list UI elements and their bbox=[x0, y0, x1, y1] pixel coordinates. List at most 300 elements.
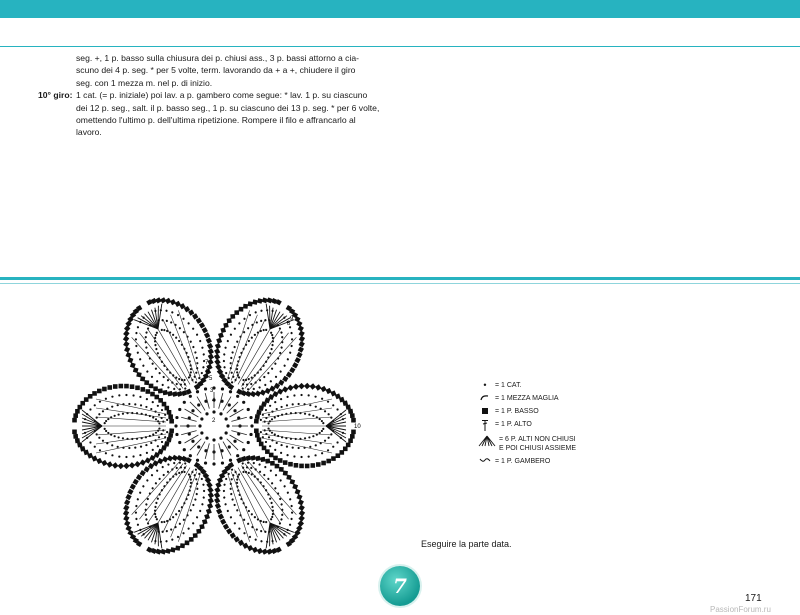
single-crochet-mark bbox=[298, 515, 304, 521]
single-crochet-mark bbox=[265, 459, 270, 464]
single-crochet-mark bbox=[119, 384, 124, 389]
chain-dot bbox=[324, 410, 326, 412]
chain-dot bbox=[332, 446, 334, 448]
chain-dot bbox=[291, 511, 294, 514]
single-crochet-mark bbox=[260, 389, 266, 395]
top-color-band bbox=[0, 0, 800, 18]
stitch-line bbox=[262, 438, 332, 453]
chain-dot bbox=[135, 344, 138, 347]
chain-dot bbox=[167, 463, 170, 466]
chain-dot bbox=[249, 433, 252, 436]
chain-dot bbox=[196, 459, 199, 462]
chain-dot bbox=[94, 446, 96, 448]
single-crochet-mark bbox=[102, 387, 107, 392]
chain-dot bbox=[154, 505, 157, 508]
chain-dot bbox=[230, 478, 233, 481]
single-crochet-mark bbox=[273, 456, 278, 461]
chain-dot bbox=[161, 383, 164, 386]
single-crochet-mark bbox=[214, 359, 220, 365]
chain-dot bbox=[172, 333, 175, 336]
round-label: 10° giro: bbox=[38, 90, 73, 101]
text-line: omettendo l'ultimo p. dell'ultima ripetizione. Rompere il filo e affrancarlo al bbox=[76, 115, 356, 126]
chain-dot bbox=[146, 479, 149, 482]
chain-dot bbox=[242, 448, 245, 451]
chain-dot bbox=[212, 410, 215, 413]
chain-dot bbox=[195, 356, 198, 359]
chain-dot bbox=[151, 474, 154, 477]
chain-dot bbox=[107, 432, 109, 434]
chain-dot bbox=[321, 420, 323, 422]
single-crochet-mark bbox=[196, 318, 202, 324]
round-number: 6 bbox=[206, 368, 210, 374]
chain-dot bbox=[145, 518, 148, 521]
single-crochet-mark bbox=[123, 330, 129, 336]
single-crochet-mark bbox=[245, 391, 251, 397]
legend-row bbox=[478, 420, 576, 431]
section-divider bbox=[0, 277, 800, 280]
chain-dot bbox=[292, 447, 294, 449]
chain-dot bbox=[247, 441, 250, 444]
legend-text: = 1 P. GAMBERO bbox=[495, 458, 551, 465]
section-divider-thin bbox=[0, 283, 800, 284]
chain-dot bbox=[221, 387, 224, 390]
chain-dot bbox=[145, 406, 147, 408]
chain-dot bbox=[146, 398, 148, 400]
chain-dot bbox=[268, 414, 270, 416]
chain-dot bbox=[254, 311, 257, 314]
chain-dot bbox=[336, 441, 338, 443]
chain-dot bbox=[111, 396, 113, 398]
chain-dot bbox=[152, 401, 154, 403]
petal bbox=[197, 439, 322, 563]
chain-dot bbox=[134, 403, 136, 405]
single-crochet-mark bbox=[144, 380, 149, 385]
chain-dot bbox=[267, 372, 270, 375]
chain-dot bbox=[205, 437, 208, 440]
chain-dot bbox=[269, 445, 271, 447]
chain-dot bbox=[175, 433, 178, 436]
single-crochet-mark bbox=[208, 492, 214, 498]
single-crochet-mark bbox=[123, 505, 129, 511]
chapter-badge: 7 bbox=[380, 566, 420, 606]
stitch-line bbox=[230, 470, 269, 533]
single-crochet-mark bbox=[215, 503, 221, 509]
single-crochet-mark bbox=[189, 537, 194, 542]
text-line: lavoro. bbox=[76, 127, 102, 138]
chain-dot bbox=[280, 503, 283, 506]
stitch-line bbox=[96, 408, 166, 418]
single-crochet-mark bbox=[289, 367, 295, 373]
single-crochet-mark bbox=[199, 322, 205, 328]
chain-dot bbox=[134, 511, 137, 514]
single-crochet-mark bbox=[296, 352, 302, 358]
chain-dot bbox=[286, 491, 289, 494]
chain-dot bbox=[276, 408, 278, 410]
single-crochet-mark bbox=[255, 414, 260, 419]
chain-dot bbox=[154, 334, 157, 337]
stitch-line bbox=[262, 399, 332, 414]
chain-dot bbox=[271, 334, 274, 337]
single-crochet-mark bbox=[146, 389, 151, 394]
chain-dot bbox=[286, 454, 288, 456]
cluster-line bbox=[82, 418, 102, 426]
single-crochet-mark bbox=[124, 520, 130, 526]
chain-dot bbox=[177, 535, 180, 538]
chain-dot bbox=[304, 437, 306, 439]
single-crochet-mark bbox=[234, 310, 239, 315]
chain-dot bbox=[223, 496, 226, 499]
chain-dot bbox=[171, 311, 174, 314]
chain-dot bbox=[308, 394, 310, 396]
single-crochet-mark bbox=[124, 499, 130, 505]
single-crochet-mark bbox=[168, 433, 173, 438]
chain-dot bbox=[221, 461, 224, 464]
single-crochet-mark bbox=[170, 547, 175, 552]
single-crochet-mark bbox=[124, 384, 129, 389]
chain-dot bbox=[102, 440, 104, 442]
chain-dot bbox=[183, 379, 186, 382]
chain-dot bbox=[196, 487, 199, 490]
stitch-line bbox=[241, 463, 280, 526]
single-crochet-mark bbox=[310, 463, 315, 468]
single-crochet-mark bbox=[220, 327, 226, 333]
chain-dot bbox=[265, 328, 268, 331]
round-number: 9 bbox=[290, 316, 294, 322]
single-crochet-mark bbox=[125, 352, 131, 358]
chain-dot bbox=[145, 503, 148, 506]
chain-dot bbox=[156, 380, 159, 383]
stitch-line bbox=[96, 399, 166, 414]
single-crochet-mark bbox=[250, 455, 256, 461]
chain-dot bbox=[107, 418, 109, 420]
single-crochet-mark bbox=[134, 461, 140, 467]
chain-dot bbox=[187, 473, 190, 476]
chain-dot bbox=[319, 432, 321, 434]
chain-dot bbox=[258, 386, 261, 389]
chain-dot bbox=[165, 540, 168, 543]
chain-dot bbox=[300, 456, 302, 458]
single-crochet-mark bbox=[293, 383, 299, 389]
chain-dot bbox=[281, 513, 284, 516]
chain-dot bbox=[158, 414, 160, 416]
chain-dot bbox=[134, 447, 136, 449]
single-crochet-mark bbox=[166, 437, 171, 442]
chain-dot bbox=[271, 367, 274, 370]
chain-dot bbox=[247, 327, 250, 330]
chain-dot bbox=[178, 471, 181, 474]
single-crochet-mark bbox=[113, 384, 118, 389]
legend-row bbox=[478, 394, 576, 403]
single-crochet-mark bbox=[298, 520, 304, 526]
single-crochet-mark bbox=[118, 463, 124, 469]
chain-dot bbox=[250, 466, 253, 469]
single-crochet-mark bbox=[351, 430, 356, 435]
chain-dot bbox=[203, 489, 206, 492]
single-crochet-mark bbox=[97, 389, 102, 394]
single-crochet-mark bbox=[80, 401, 85, 406]
single-crochet-mark bbox=[107, 461, 113, 467]
single-crochet-mark bbox=[283, 471, 288, 476]
single-crochet-mark bbox=[162, 390, 167, 395]
chain-dot bbox=[200, 477, 203, 480]
chain-dot bbox=[166, 419, 168, 421]
chain-dot bbox=[270, 348, 273, 351]
single-crochet-mark bbox=[218, 513, 224, 519]
legend-row bbox=[478, 381, 576, 390]
single-crochet-mark bbox=[135, 385, 140, 390]
single-crochet-mark bbox=[130, 362, 136, 368]
cluster-line bbox=[326, 418, 346, 426]
single-crochet-mark bbox=[160, 549, 166, 555]
chain-dot bbox=[248, 535, 251, 538]
round-number: 3 bbox=[210, 388, 214, 394]
single-crochet-mark bbox=[77, 442, 82, 447]
chain-dot bbox=[165, 530, 168, 533]
chain-dot bbox=[173, 462, 176, 465]
stitch-line bbox=[241, 326, 280, 389]
single-crochet-mark bbox=[304, 383, 310, 389]
chain-dot bbox=[202, 483, 205, 486]
chain-dot bbox=[170, 528, 173, 531]
chain-dot bbox=[136, 523, 139, 526]
chain-dot bbox=[230, 371, 233, 374]
single-crochet-mark bbox=[292, 484, 298, 490]
chain-dot bbox=[262, 520, 265, 523]
chain-dot bbox=[280, 444, 282, 446]
single-crochet-mark bbox=[343, 447, 348, 452]
single-crochet-mark bbox=[282, 386, 288, 392]
chain-dot bbox=[189, 509, 192, 512]
chain-dot bbox=[241, 387, 244, 390]
chain-dot bbox=[229, 487, 232, 490]
chain-dot bbox=[308, 436, 310, 438]
crochet-flower-diagram bbox=[60, 288, 420, 563]
single-crochet-mark bbox=[252, 299, 257, 304]
chain-dot bbox=[117, 404, 119, 406]
chain-dot bbox=[205, 412, 208, 415]
chain-dot bbox=[165, 309, 168, 312]
single-crochet-mark bbox=[252, 547, 258, 553]
chain-dot bbox=[145, 346, 148, 349]
chain-dot bbox=[122, 413, 124, 415]
single-crochet-mark bbox=[129, 462, 135, 468]
chain-dot bbox=[157, 405, 159, 407]
chain-dot bbox=[228, 445, 231, 448]
chain-dot bbox=[286, 396, 288, 398]
chain-dot bbox=[327, 449, 329, 451]
single-crochet-mark bbox=[331, 456, 336, 461]
chain-dot bbox=[212, 462, 215, 465]
single-crochet-mark bbox=[326, 459, 331, 464]
single-crochet-mark bbox=[270, 461, 275, 466]
chain-dot bbox=[151, 487, 154, 490]
chain-dot bbox=[202, 366, 205, 369]
single-crochet-mark bbox=[150, 392, 155, 397]
chain-dot bbox=[327, 401, 329, 403]
chain-dot bbox=[269, 497, 272, 500]
single-crochet-mark bbox=[269, 453, 274, 458]
chain-dot bbox=[314, 396, 316, 398]
single-crochet-mark bbox=[298, 383, 305, 390]
chain-dot bbox=[289, 351, 292, 354]
single-crochet-mark bbox=[255, 456, 260, 461]
chain-dot bbox=[233, 346, 236, 349]
single-crochet-mark bbox=[348, 409, 353, 414]
chain-dot bbox=[238, 473, 241, 476]
chain-dot bbox=[298, 447, 300, 449]
chain-dot bbox=[219, 437, 222, 440]
single-crochet-mark bbox=[266, 548, 272, 554]
chain-dot bbox=[236, 395, 239, 398]
single-crochet-mark bbox=[298, 325, 304, 331]
chain-dot bbox=[170, 321, 173, 324]
single-crochet-mark bbox=[167, 410, 172, 415]
single-crochet-mark bbox=[127, 489, 133, 495]
chain-dot bbox=[223, 483, 226, 486]
chain-dot bbox=[274, 474, 277, 477]
round-number: 8 bbox=[287, 321, 291, 327]
chain-dot bbox=[195, 371, 198, 374]
chain-dot bbox=[161, 466, 164, 469]
single-crochet-mark bbox=[207, 503, 213, 509]
single-crochet-mark bbox=[206, 338, 212, 344]
chain-dot bbox=[247, 471, 250, 474]
stitch-line bbox=[96, 438, 166, 453]
chain-dot bbox=[280, 398, 282, 400]
chain-dot bbox=[260, 431, 262, 433]
single-crochet-mark bbox=[162, 456, 168, 462]
single-crochet-mark bbox=[73, 434, 78, 439]
single-crochet-mark bbox=[315, 384, 321, 390]
single-crochet-mark bbox=[207, 487, 213, 493]
chain-dot bbox=[233, 327, 236, 330]
chain-dot bbox=[132, 455, 134, 457]
chain-dot bbox=[155, 418, 157, 420]
chain-dot bbox=[155, 331, 158, 334]
header-rule bbox=[0, 46, 800, 47]
petal bbox=[197, 288, 322, 413]
chain-dot bbox=[274, 487, 277, 490]
chain-dot bbox=[155, 518, 158, 521]
round-number: 7 bbox=[205, 360, 209, 366]
round-number: 10 bbox=[354, 424, 361, 430]
stitch-line bbox=[262, 408, 332, 418]
chain-dot bbox=[271, 505, 274, 508]
cluster-line bbox=[326, 426, 346, 434]
chain-dot bbox=[260, 319, 263, 322]
chain-dot bbox=[250, 383, 253, 386]
chain-dot bbox=[175, 383, 178, 386]
chain-dot bbox=[260, 540, 263, 543]
single-crochet-mark bbox=[299, 510, 305, 516]
round-numbers-group bbox=[205, 316, 361, 430]
chain-dot bbox=[200, 417, 203, 420]
chain-dot bbox=[105, 430, 107, 432]
chain-dot bbox=[139, 454, 141, 456]
single-crochet-mark bbox=[208, 497, 214, 503]
chain-dot bbox=[165, 319, 168, 322]
chain-dot bbox=[264, 383, 267, 386]
chain-dot bbox=[111, 406, 113, 408]
chain-dot bbox=[212, 438, 215, 441]
single-crochet-mark bbox=[72, 430, 77, 435]
single-crochet-mark bbox=[275, 464, 280, 469]
single-crochet-mark bbox=[185, 540, 190, 545]
single-crochet-mark bbox=[127, 357, 133, 363]
chain-dot bbox=[225, 477, 228, 480]
chain-dot bbox=[267, 427, 269, 429]
chain-dot bbox=[290, 344, 293, 347]
single-crochet-mark bbox=[130, 484, 136, 490]
chain-dot bbox=[114, 415, 116, 417]
chain-dot bbox=[196, 390, 199, 393]
chain-dot bbox=[117, 436, 119, 438]
single-crochet-mark bbox=[172, 391, 178, 397]
chain-dot bbox=[191, 409, 194, 412]
chain-dot bbox=[202, 353, 205, 356]
chain-dot bbox=[175, 336, 178, 339]
chain-dot bbox=[146, 452, 148, 454]
chain-dot bbox=[247, 339, 250, 342]
caption-text: Eseguire la parte data. bbox=[421, 539, 512, 549]
single-crochet-mark bbox=[346, 404, 351, 409]
single-crochet-mark bbox=[154, 395, 159, 400]
single-crochet-mark bbox=[202, 327, 208, 333]
chain-dot bbox=[248, 314, 251, 317]
chain-dot bbox=[229, 516, 232, 519]
chain-dot bbox=[231, 381, 234, 384]
chain-dot bbox=[280, 346, 283, 349]
single-crochet-mark bbox=[298, 505, 304, 511]
chain-dot bbox=[144, 513, 147, 516]
single-crochet-icon bbox=[478, 407, 492, 415]
chain-dot bbox=[265, 409, 267, 411]
single-crochet-mark bbox=[75, 438, 80, 443]
chain-dot bbox=[202, 496, 205, 499]
chain-dot bbox=[290, 505, 293, 508]
chain-dot bbox=[183, 470, 186, 473]
chain-dot bbox=[223, 353, 226, 356]
chain-dot bbox=[225, 372, 228, 375]
chain-dot bbox=[286, 404, 288, 406]
cluster-line bbox=[82, 426, 102, 434]
chain-dot bbox=[183, 401, 186, 404]
chain-dot bbox=[189, 371, 192, 374]
chain-dot bbox=[204, 387, 207, 390]
chain-dot bbox=[158, 436, 160, 438]
chain-dot bbox=[230, 493, 233, 496]
chain-dot bbox=[94, 404, 96, 406]
chain-dot bbox=[154, 515, 157, 518]
chain-dot bbox=[291, 338, 294, 341]
double-crochet-icon bbox=[478, 420, 492, 431]
chain-dot bbox=[322, 422, 324, 424]
single-crochet-mark bbox=[214, 348, 220, 354]
chain-dot bbox=[224, 346, 227, 349]
text-line: seg. +, 1 p. basso sulla chiusura dei p. chiusi ass., 3 p. bassi attorno a cia- bbox=[76, 53, 360, 63]
chain-dot bbox=[140, 404, 142, 406]
single-crochet-mark bbox=[140, 376, 145, 381]
single-crochet-mark bbox=[220, 519, 226, 525]
chain-dot bbox=[264, 466, 267, 469]
chain-dot bbox=[309, 446, 311, 448]
chain-dot bbox=[173, 387, 176, 390]
chain-dot bbox=[336, 408, 338, 410]
chain-dot bbox=[105, 452, 107, 454]
chain-dot bbox=[243, 317, 246, 320]
chain-dot bbox=[270, 518, 273, 521]
chain-dot bbox=[105, 420, 107, 422]
